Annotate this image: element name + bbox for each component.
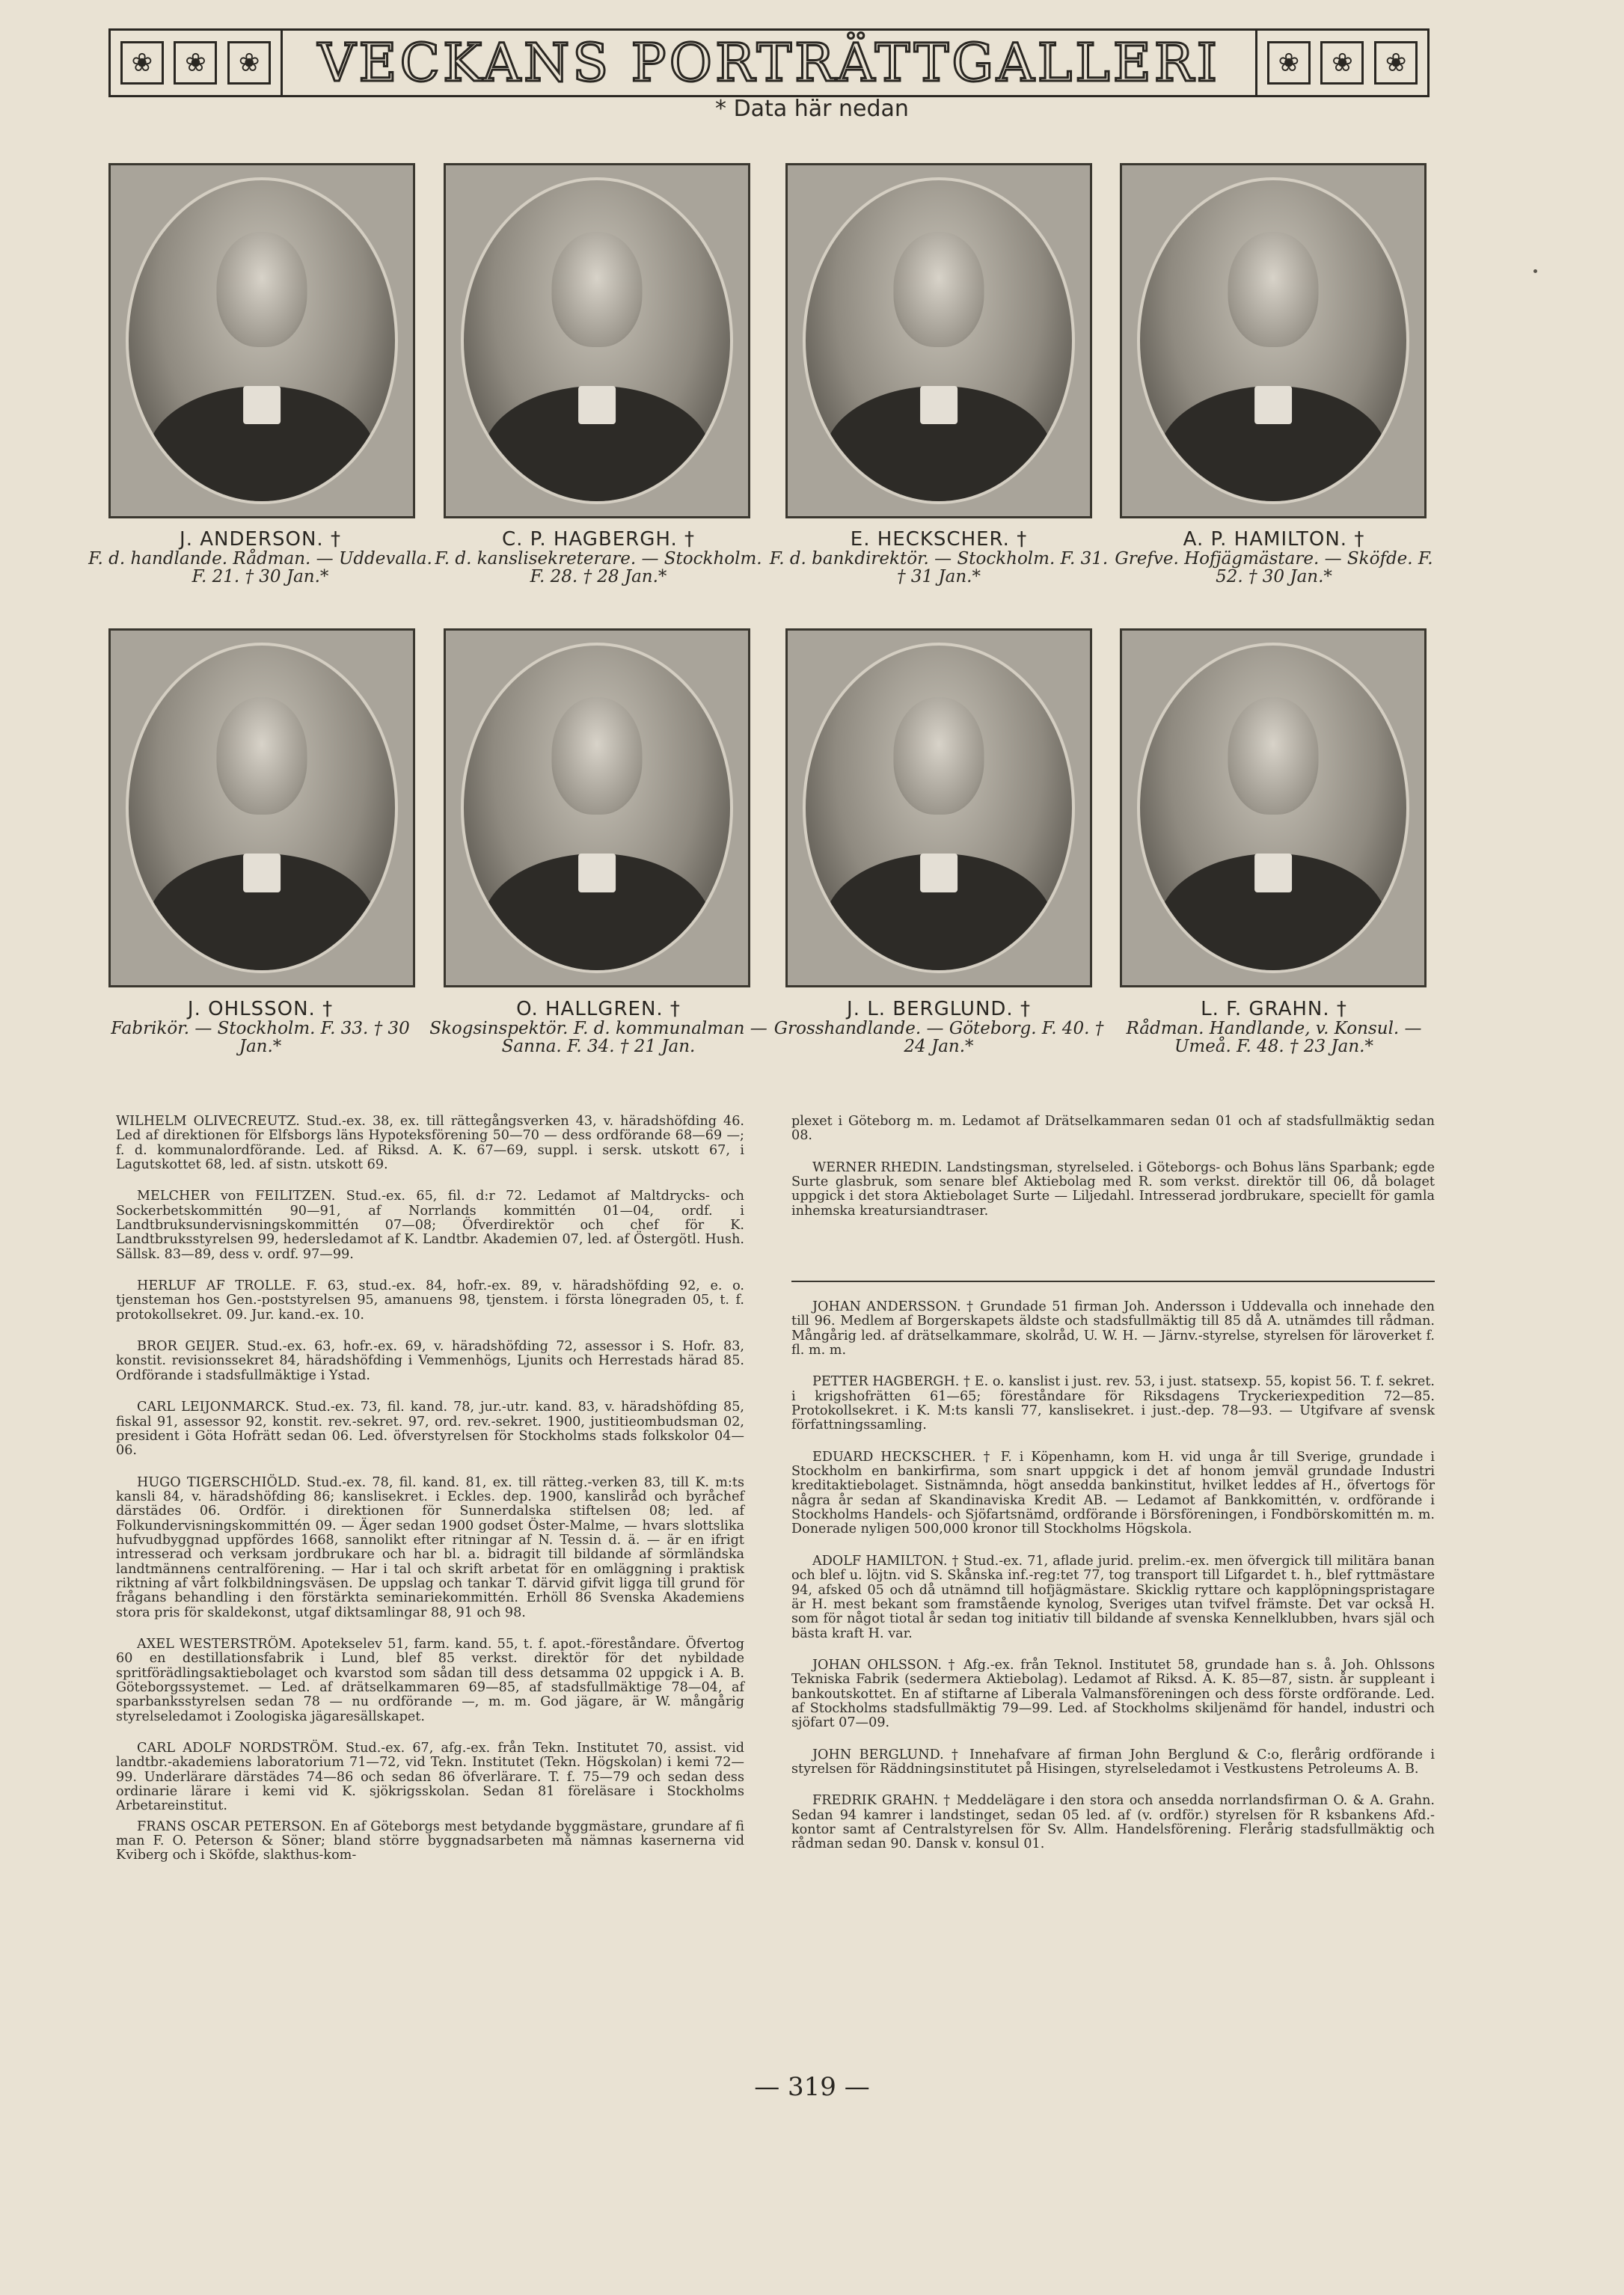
- portrait-name: L. F. GRAHN. †: [1201, 998, 1347, 1020]
- portrait-caption: [1102, 530, 1446, 586]
- flower-ornament-icon: ❀: [120, 41, 164, 85]
- portrait-caption: [88, 530, 432, 586]
- portrait-description: Grefve. Hofjägmästare. — Sköfde. F. 52. † 30 Jan.*: [1115, 549, 1433, 587]
- oval-frame: [461, 177, 733, 504]
- portrait-description: F. d. kanslisekreterare. — Stockholm. F. 28. † 28 Jan.*: [435, 549, 762, 587]
- column-divider-rule: [791, 1281, 1435, 1282]
- biography-entry: JOHAN OHLSSON. † Afg.-ex. från Teknol. Institutet 58, grundade han s. å. Joh. Ohlssons Tekniska Fabrik (sedermera Aktiebolag). Ledamot af Riksd. A. K. 85—87, sistn. år suppleant i bankoutskottet. En af stiftarne af Liberala Valmansföreningen och dess förste ordförande. Led. af Stockholms stadsfullmäktig 79—99. Led. af Stockholms skiljenämd för handel, industri och sjöfart 07—09.: [791, 1657, 1435, 1731]
- biography-entry: WILHELM OLIVECREUTZ. Stud.-ex. 38, ex. till rättegångsverken 43, v. häradshöfding 46. Led af direktionen för Elfsborgs läns Hypoteksförening 50—70 — dess ordförande 68—69 —; f. d. kommunalordförande. Led. af Riksd. A. K. 67—69, suppl. i sersk. utskott 67, i Lagutskottet 68, led. af sistn. utskott 69.: [116, 1114, 744, 1173]
- biography-entry: JOHAN ANDERSSON. † Grundade 51 firman Joh. Andersson i Uddevalla och innehade den till 96. Medlem af Borgerskapets äldste och stadsfullmäktig till 85 då A. utnämdes till rådman. Mångårig led. af drätselkammare, skolråd, U. W. H. — Järnv.-styrelse, styrelsen för läroverket f. fl. m. m.: [791, 1299, 1435, 1358]
- portrait-name: E. HECKSCHER. †: [850, 528, 1028, 551]
- portrait-photo: [108, 163, 415, 518]
- biography-entry: HUGO TIGERSCHIÖLD. Stud.-ex. 78, fil. kand. 81, ex. till rätteg.-verken 83, till K. m:ts kansli 84, v. häradshöfding 86; kanslisekret. i Eckles. dep. 1900, kansliråd och byråchef därstädes 06. Ordför. i direktionen för Sunnerdalska stiftelsen 08; led. af Folkundervisningskommittén 09. — Äger sedan 1900 godset Öster-Malme, — hvars slottslika hufvudbyggnad uppfördes 1668, sannolikt efter ritningar af N. Tessin d. ä. — är en ifrigt intresserad och verksam jordbrukare och har bl. a. bidragit till bildande af sörmländska landtmännens centralförening. — Har i tal och skrift arbetat för en omläggning i praktisk riktning af vårt folkbildningsväsen. De uppslag och tankar T. därvid gifvit ligga till grund för frågans behandling i den förstärkta seminariekommittén. Erhöll 86 Svenska Akademiens stora pris för skaldekonst, utgaf diktsamlingar 88, 91 och 98.: [116, 1474, 744, 1620]
- biography-entry: AXEL WESTERSTRÖM. Apotekselev 51, farm. kand. 55, t. f. apot.-föreståndare. Öfvertog 60 en destillationsfabrik i Lund, blef 85 verkst. direktör för det nybildade spritförädlingsaktiebolaget och kvarstod som sådan till dess detsamma 02 uppgick i A. B. Göteborgssystemet. — Led. af drätselkammaren 69—85, af stadsfullmäktige 78—04, af sparbanksstyrelsen sedan 78 — nu ordförande —, m. m. God jägare, är W. mångårig styrelseledamot i Zoologiska jägaresällskapet.: [116, 1636, 744, 1724]
- flower-ornament-icon: ❀: [227, 41, 271, 85]
- portrait-description: Skogsinspektör. F. d. kommunalman — Sanna. F. 34. † 21 Jan.: [429, 1019, 767, 1057]
- oval-frame: [1137, 177, 1409, 504]
- biography-entry: WERNER RHEDIN. Landstingsman, styrelseled. i Göteborgs- och Bohus läns Sparbank; egde Surte glasbruk, som senare blef Aktiebolag med R. som verkst. direktör till 06, då bolaget uppgick i det stora Aktiebolaget Surte — Liljedahl. Intresserad jordbrukare, speciellt för gamla inhemska kreatursiandtraser.: [791, 1159, 1435, 1219]
- biography-entry: JOHN BERGLUND. † Innehafvare af firman John Berglund & C:o, flerårig ordförande i styrelsen för Räddningsinstitutet på Hisingen, styrelseledamot i Vestkustens Petroleums A. B.: [791, 1747, 1435, 1777]
- portrait-photo: [1120, 628, 1427, 987]
- biography-column-right-top: [791, 1115, 1435, 1236]
- portrait-description: F. d. handlande. Rådman. — Uddevalla. F. 21. † 30 Jan.*: [88, 549, 432, 587]
- biography-entry: ADOLF HAMILTON. † Stud.-ex. 71, aflade jurid. prelim.-ex. men öfvergick till militära banan och blef u. löjtn. vid S. Skånska inf.-reg:tet 77, tog transport till Lifgardet t. h., blef ryttmästare 94, afsked 05 och då utnämnd till hofjägmästare. Skicklig ryttare och kapplöpningspristagare är H. mest bekant som framstående kynolog, Sveriges utan tvifvel främste. Det var också H. som för något tiotal år sedan tog initiativ till bildande af svenska Kennelklubben, hvars själ och bästa kraft H. var.: [791, 1553, 1435, 1641]
- portrait-description: Grosshandlande. — Göteborg. F. 40. † 24 Jan.*: [773, 1019, 1104, 1057]
- flower-ornament-icon: ❀: [174, 41, 217, 85]
- portrait-caption: [88, 999, 432, 1056]
- flower-ornament-icon: ❀: [1320, 41, 1364, 85]
- portrait-caption: [1102, 999, 1446, 1056]
- portrait-caption: [767, 530, 1111, 586]
- oval-frame: [461, 643, 733, 973]
- portrait-photo: [1120, 163, 1427, 518]
- portrait-name: J. OHLSSON. †: [187, 998, 334, 1020]
- biography-entry: PETTER HAGBERGH. † E. o. kanslist i just. rev. 53, i just. statsexp. 55, kopist 56. T. f. sekret. i krigshofrätten 61—65; föreståndare för Riksdagens Tryckeriexpedition 72—85. Protokollsekret. i K. M:ts kansli 77, kanslisekret. i just.-dep. 78—93. — Utgifvare af svensk författningssamling.: [791, 1374, 1435, 1433]
- portrait-description: F. d. bankdirektör. — Stockholm. F. 31. † 31 Jan.*: [769, 549, 1109, 587]
- oval-frame: [803, 177, 1075, 504]
- portrait-name: A. P. HAMILTON. †: [1183, 528, 1365, 551]
- portrait-caption: [426, 530, 770, 586]
- biography-entry: CARL LEIJONMARCK. Stud.-ex. 73, fil. kand. 78, jur.-utr. kand. 83, v. häradshöfding 85, fiskal 91, assessor 92, konstit. rev.-sekret. 97, ord. rev.-sekret. 1900, justitieombudsman 02, president i Göta Hofrätt sedan 06. Led. öfverstyrelsen för Stockholms stads folkskolor 04—06.: [116, 1400, 744, 1459]
- oval-frame: [803, 643, 1075, 973]
- portrait-name: C. P. HAGBERGH. †: [502, 528, 695, 551]
- biography-entry: FRANS OSCAR PETERSON. En af Göteborgs mest betydande byggmästare, grundare af fi man F. O. Peterson & Söner; bland större byggnadsarbeten må nämnas kasernerna vid Kviberg och i Sköfde, slakthus-kom-: [116, 1818, 744, 1863]
- flower-ornament-icon: ❀: [1374, 41, 1418, 85]
- flower-ornament-icon: ❀: [1267, 41, 1311, 85]
- portrait-name: J. ANDERSON. †: [180, 528, 341, 551]
- oval-frame: [1137, 643, 1409, 973]
- biography-entry: CARL ADOLF NORDSTRÖM. Stud.-ex. 67, afg.-ex. från Tekn. Institutet 70, assist. vid landtbr.-akademiens laboratorium 71—72, vid Tekn. Institutet (Tekn. Högskolan) i kemi 72—99. Underlärare därstädes 74—86 och sedan 86 öfverlärare. T. f. 75—79 och sedan dess ordinarie lärare i kemi vid K. sjökrigsskolan. Sedan 81 föreläsare i Stockholms Arbetareinstitut.: [116, 1741, 744, 1814]
- masthead-subtitle: * Data här nedan: [715, 96, 909, 122]
- biography-entry: BROR GEIJER. Stud.-ex. 63, hofr.-ex. 69, v. häradshöfding 72, assessor i S. Hofr. 83, konstit. revisionssekret 84, häradshöfding i Vemmenhögs, Ljunits och Herrestads härad 85. Ordförande i stadsfullmäktige i Ystad.: [116, 1339, 744, 1383]
- biography-entry: plexet i Göteborg m. m. Ledamot af Drätselkammaren sedan 01 och af stadsfullmäktig sedan 08.: [791, 1114, 1435, 1144]
- biography-entry: HERLUF AF TROLLE. F. 63, stud.-ex. 84, hofr.-ex. 89, v. häradshöfding 92, e. o. tjensteman hos Gen.-poststyrelsen 95, amanuens 98, tjenstem. i första lönegraden 05, t. f. protokollsekret. 09. Jur. kand.-ex. 10.: [116, 1278, 744, 1323]
- paper-speck: [1533, 269, 1537, 273]
- biography-column-right: [791, 1300, 1435, 1869]
- oval-frame: [126, 643, 398, 973]
- ornament-right: [1255, 31, 1427, 95]
- portrait-caption: [426, 999, 770, 1056]
- portrait-photo: [108, 628, 415, 987]
- portrait-name: J. L. BERGLUND. †: [847, 998, 1031, 1020]
- masthead: [108, 28, 1430, 97]
- biography-entry: FREDRIK GRAHN. † Meddelägare i den stora och ansedda norrlandsfirman O. & A. Grahn. Sedan 94 kamrer i landstinget, sedan 05 led. af (v. ordför.) styrelsen för R ksbankens Afd.-kontor samt af Centralstyrelsen för Sv. Allm. Handelsförening. Flerårig stadsfullmäktig och rådman sedan 90. Dansk v. konsul 01.: [791, 1793, 1435, 1852]
- masthead-title: VECKANS PORTRÄTTGALLERI: [317, 32, 1221, 94]
- ornament-left: [111, 31, 283, 95]
- biography-column-left: [116, 1115, 744, 1881]
- portrait-description: Fabrikör. — Stockholm. F. 33. † 30 Jan.*: [111, 1019, 410, 1057]
- oval-frame: [126, 177, 398, 504]
- portrait-caption: [767, 999, 1111, 1056]
- page-number: — 319 —: [754, 2072, 870, 2102]
- portrait-photo: [444, 163, 750, 518]
- biography-entry: EDUARD HECKSCHER. † F. i Köpenhamn, kom H. vid unga år till Sverige, grundade i Stockholm en bankirfirma, som snart uppgick i det af honom jemväl grundade Industri kreditaktiebolaget. Sistnämnda, högt ansedda bankinstitut, hvilket leddes af H., öfvertogs för några år sedan af Skandinaviska Kredit AB. — Ledamot af Bankkomittén, v. ordförande i Stockholms Handels- och Sjöfartsnämd, ordförande i Börsföreningen, i Fondbörskomittén m. m. Donerade nyligen 500,000 kronor till Stockholms Högskola.: [791, 1449, 1435, 1537]
- portrait-photo: [444, 628, 750, 987]
- portrait-photo: [785, 163, 1092, 518]
- portrait-name: O. HALLGREN. †: [516, 998, 681, 1020]
- portrait-description: Rådman. Handlande, v. Konsul. — Umeå. F. 48. † 23 Jan.*: [1126, 1019, 1422, 1057]
- portrait-photo: [785, 628, 1092, 987]
- biography-entry: MELCHER von FEILITZEN. Stud.-ex. 65, fil. d:r 72. Ledamot af Maltdrycks- och Sockerbetskommittén 90—91, af Norrlands kommittén 01—04, ordf. i Landtbruksundervisningskommittén 07—08; Öfverdirektör och chef för K. Landtbruksstyrelsen 99, hedersledamot af K. Landtbr. Akademien 07, led. af Östergötl. Hush. Sällsk. 83—89, dess v. ordf. 97—99.: [116, 1189, 744, 1262]
